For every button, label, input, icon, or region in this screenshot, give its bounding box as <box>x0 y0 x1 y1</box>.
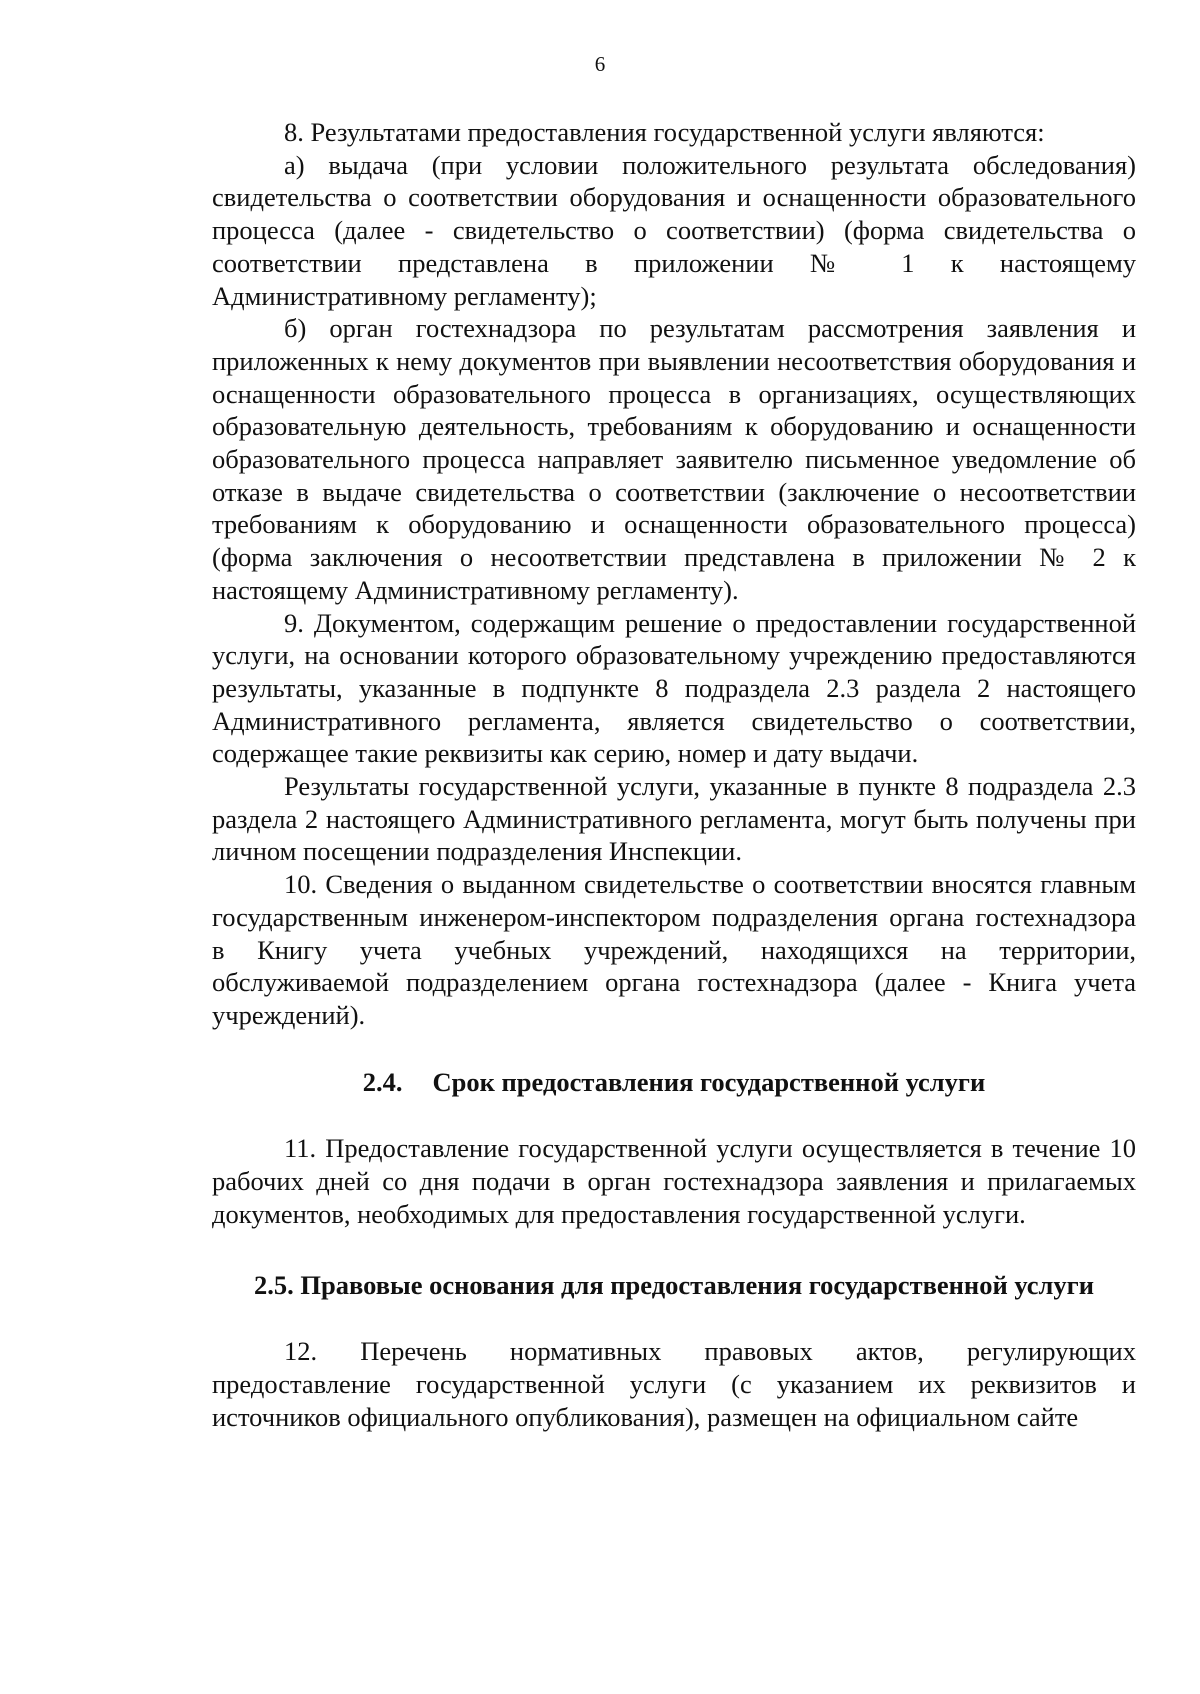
paragraph-9-results: Результаты государственной услуги, указанные в пункте 8 подраздела 2.3 раздела 2 настоящего Административного регламента, могут быть получены при личном посещении подразделения Инспекции. <box>212 771 1136 867</box>
paragraph-10: 10. Сведения о выданном свидетельстве о соответствии вносятся главным государственным инженером-инспектором подразделения органа гостехнадзора в Книгу учета учебных учреждений, находящихся на территории, обслуживаемой подразделением органа гостехнадзора (далее - Книга учета учреждений). <box>212 869 1136 1030</box>
paragraph-8: 8. Результатами предоставления государственной услуги являются: <box>284 117 1045 147</box>
section-number: 2.4. <box>362 1066 403 1097</box>
paragraph-8b: б) орган гостехнадзора по результатам рассмотрения заявления и приложенных к нему документов при выявлении несоответствия оборудования и оснащенности образовательного процесса в организациях, осуществляющих образовательную деятельность, требованиям к оборудованию и оснащенности образовательного процесса направляет заявителю письменное уведомление об отказе в выдаче свидетельства о соответствии (заключение о несоответствии требованиям к оборудованию и оснащенности образовательного процесса) (форма заключения о несоответствии представлена в приложении № 2 к настоящему Административному регламенту). <box>212 313 1136 605</box>
section-heading-2-5: 2.5. Правовые основания для предоставления государственной услуги <box>254 1269 1094 1300</box>
paragraph-11: 11. Предоставление государственной услуги осуществляется в течение 10 рабочих дней со дня подачи в орган гостехнадзора заявления и прилагаемых документов, необходимых для предоставления государственной услуги. <box>212 1133 1136 1229</box>
section-heading-2-4 <box>212 1066 1136 1099</box>
paragraph-8a: а) выдача (при условии положительного результата обследования) свидетельства о соответствии оборудования и оснащенности образовательного процесса (далее - свидетельство о соответствии) (форма свидетельства о соответствии представлена в приложении № 1 к настоящему Административному регламенту); <box>212 149 1136 311</box>
paragraph-12: 12. Перечень нормативных правовых актов, регулирующих предоставление государственной услуги (с указанием их реквизитов и источников официального опубликования), размещен на официальном сайте <box>212 1336 1136 1432</box>
page-number: 6 <box>594 52 606 76</box>
section-title: Срок предоставления государственной услуги <box>432 1066 986 1097</box>
paragraph-9: 9. Документом, содержащим решение о предоставлении государственной услуги, на основании которого образовательному учреждению предоставляются результаты, указанные в подпункте 8 подраздела 2.3 раздела 2 настоящего Административного регламента, является свидетельство о соответствии, содержащее такие реквизиты как серию, номер и дату выдачи. <box>212 607 1136 769</box>
document-body <box>212 116 1136 1433</box>
